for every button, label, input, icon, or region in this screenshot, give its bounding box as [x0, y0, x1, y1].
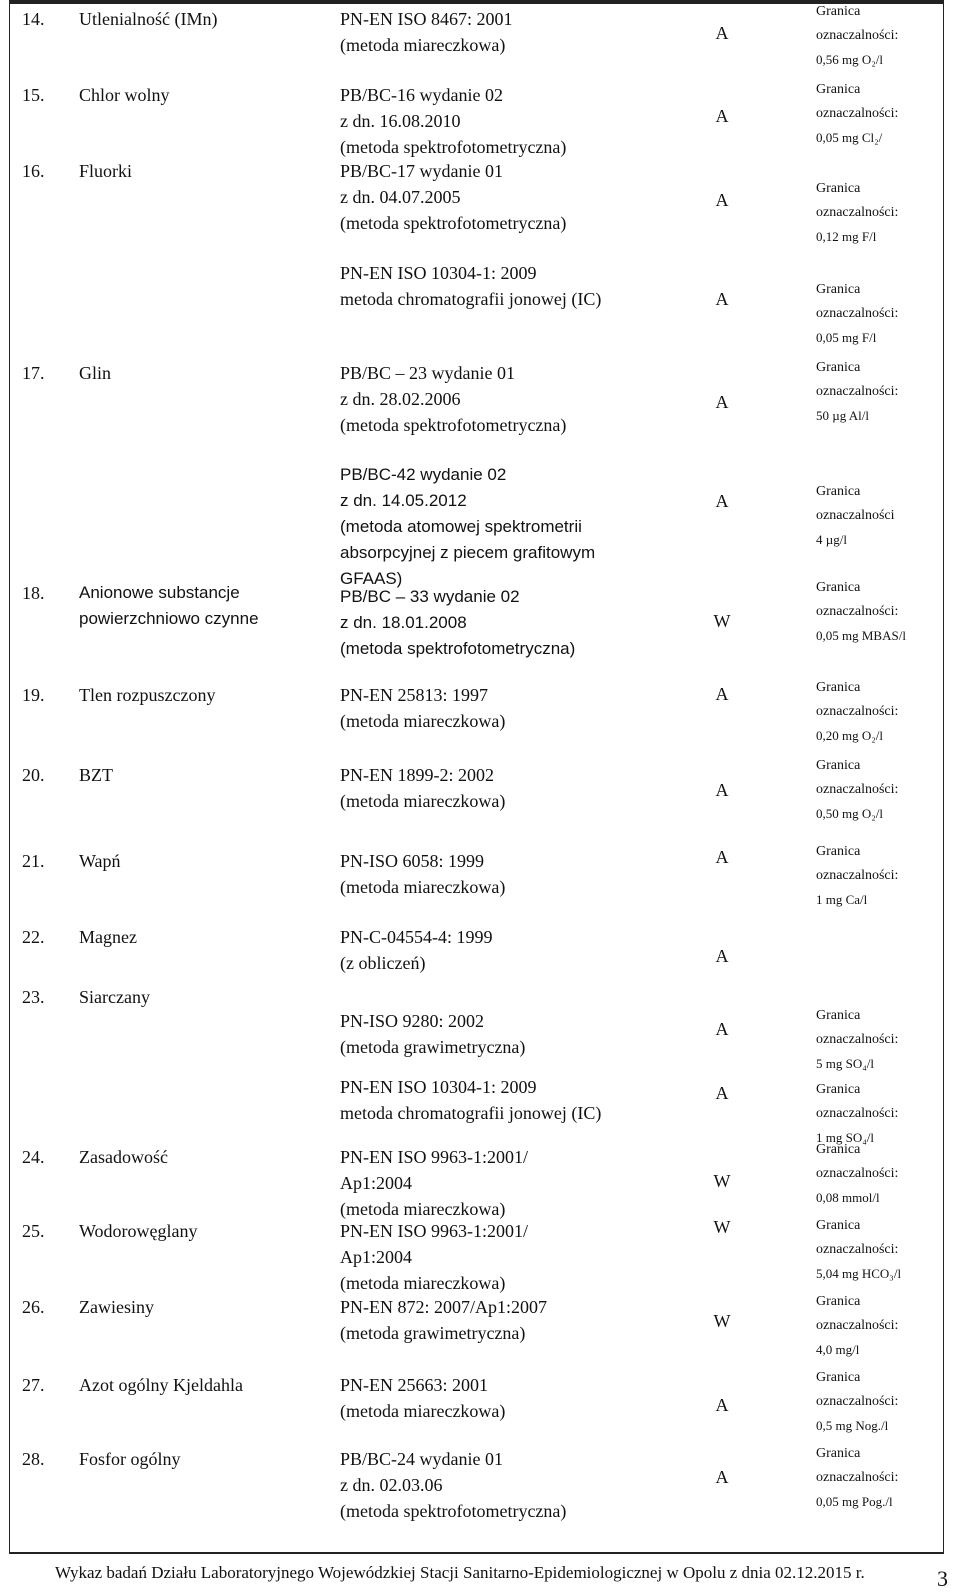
method-cell	[340, 1218, 528, 1296]
limit-value: 0,08 mmol/l	[816, 1190, 880, 1205]
limit-label: oznaczalności:	[816, 1166, 899, 1181]
parameter-name	[79, 762, 113, 788]
parameter-name	[79, 360, 111, 386]
row-number: 28.	[22, 1449, 45, 1469]
method-line: PB/BC – 23 wydanie 01	[340, 363, 516, 383]
method-line: PN-EN ISO 10304-1: 2009	[340, 263, 537, 283]
method-line: PN-EN ISO 8467: 2001	[340, 9, 513, 29]
parameter-name	[79, 158, 132, 184]
limit-value: 5,04 mg HCO₃/l	[816, 1266, 902, 1281]
limit-value: 1 mg SO₄/l	[816, 1130, 874, 1145]
method-line: Ap1:2004	[340, 1247, 412, 1267]
method-line: PN-C-04554-4: 1999	[340, 927, 493, 947]
limit-label: Granica	[816, 181, 861, 196]
method-cell	[340, 762, 505, 814]
method-line: PB/BC-17 wydanie 01	[340, 161, 504, 181]
limit-label: Granica	[816, 1446, 861, 1461]
limit-label: Granica	[816, 1370, 861, 1385]
method-line: (metoda spektrofotometryczna)	[340, 639, 576, 658]
limit-label: Granica	[816, 282, 861, 297]
parameter-name	[79, 6, 217, 32]
parameter-name	[79, 1218, 198, 1244]
method-line: PB/BC-42 wydanie 02	[340, 465, 507, 484]
quantification-limit	[816, 177, 898, 249]
limit-label: Granica	[816, 758, 861, 773]
method-line: z dn. 28.02.2006	[340, 389, 461, 409]
row-number: 20.	[22, 765, 45, 785]
limit-value: 4 µg/l	[816, 532, 847, 547]
quantification-limit	[816, 676, 898, 748]
quantification-limit	[816, 576, 906, 648]
limit-label: oznaczalności:	[816, 704, 899, 719]
method-line: PN-EN ISO 9963-1:2001/	[340, 1221, 528, 1241]
accreditation-status: W	[713, 1217, 731, 1237]
quantification-limit	[816, 78, 898, 150]
parameter-name	[79, 1372, 243, 1398]
method-line: PB/BC-24 wydanie 01	[340, 1449, 504, 1469]
accreditation-status: A	[715, 23, 729, 43]
limit-label: Granica	[816, 360, 861, 375]
accreditation-status: A	[715, 392, 729, 412]
limit-label: oznaczalności:	[816, 1242, 899, 1257]
row-number: 26.	[22, 1297, 45, 1317]
method-line: (metoda spektrofotometryczna)	[340, 213, 567, 233]
method-cell	[340, 260, 601, 312]
bottom-border	[9, 1552, 944, 1554]
accreditation-status: A	[715, 946, 729, 966]
method-line: z dn. 14.05.2012	[340, 491, 467, 510]
method-line: z dn. 18.01.2008	[340, 613, 467, 632]
parameter-line: Magnez	[79, 927, 137, 947]
parameter-line: Fluorki	[79, 161, 133, 181]
parameter-line: Anionowe substancje	[79, 583, 240, 602]
limit-label: oznaczalności:	[816, 782, 899, 797]
page-number: 3	[937, 1566, 948, 1591]
method-cell	[340, 6, 513, 58]
limit-value: 0,12 mg F/l	[816, 229, 877, 244]
method-line: metoda chromatografii jonowej (IC)	[340, 1103, 602, 1123]
parameter-line: Utlenialność (IMn)	[79, 9, 218, 29]
method-line: Ap1:2004	[340, 1173, 412, 1193]
quantification-limit	[816, 754, 898, 826]
limit-label: Granica	[816, 680, 861, 695]
parameter-name	[79, 682, 215, 708]
method-cell	[340, 682, 505, 734]
row-number: 27.	[22, 1375, 45, 1395]
method-line: (metoda spektrofotometryczna)	[340, 137, 567, 157]
limit-label: Granica	[816, 1082, 861, 1097]
method-line: z dn. 02.03.06	[340, 1475, 443, 1495]
parameter-line: Glin	[79, 363, 112, 383]
accreditation-status: W	[713, 1311, 731, 1331]
limit-label: oznaczalności:	[816, 306, 899, 321]
accreditation-status: W	[713, 1171, 731, 1191]
parameter-name	[79, 1144, 168, 1170]
accreditation-status: A	[715, 190, 729, 210]
limit-value: 1 mg Ca/l	[816, 892, 868, 907]
accreditation-status: A	[715, 684, 729, 704]
row-number: 14.	[22, 9, 45, 29]
method-cell	[340, 584, 575, 662]
limit-label: oznaczalności:	[816, 604, 899, 619]
limit-value: 0,05 mg F/l	[816, 330, 877, 345]
limit-value: 0,05 mg Pog./l	[816, 1494, 893, 1509]
limit-label: Granica	[816, 1008, 861, 1023]
limit-label: oznaczalności:	[816, 1106, 899, 1121]
row-number: 17.	[22, 363, 45, 383]
method-line: PN-EN 25813: 1997	[340, 685, 488, 705]
parameter-name	[79, 1294, 154, 1320]
accreditation-status: A	[715, 1467, 729, 1487]
method-line: PN-EN 25663: 2001	[340, 1375, 488, 1395]
parameter-name	[79, 984, 150, 1010]
method-line: (z obliczeń)	[340, 953, 426, 973]
accreditation-status: A	[715, 1083, 729, 1103]
limit-label: Granica	[816, 4, 861, 19]
quantification-limit	[816, 1214, 901, 1286]
method-line: (metoda miareczkowa)	[340, 1401, 506, 1421]
row-number: 18.	[22, 583, 45, 603]
method-cell	[340, 1008, 525, 1060]
method-line: (metoda grawimetryczna)	[340, 1037, 526, 1057]
parameter-line: Fosfor ogólny	[79, 1449, 181, 1469]
parameter-line: Azot ogólny Kjeldahla	[79, 1375, 243, 1395]
limit-label: oznaczalności:	[816, 384, 899, 399]
row-number: 24.	[22, 1147, 45, 1167]
accreditation-status: A	[715, 847, 729, 867]
row-number: 23.	[22, 987, 45, 1007]
method-line: (metoda miareczkowa)	[340, 35, 506, 55]
parameter-name	[79, 580, 259, 632]
method-cell	[340, 158, 566, 236]
limit-label: oznaczalności:	[816, 28, 899, 43]
method-line: PN-EN ISO 9963-1:2001/	[340, 1147, 528, 1167]
row-number: 25.	[22, 1221, 45, 1241]
method-line: GFAAS)	[340, 569, 403, 588]
accreditation-status: A	[715, 780, 729, 800]
limit-value: 4,0 mg/l	[816, 1342, 860, 1357]
accreditation-status: A	[715, 1395, 729, 1415]
quantification-limit	[816, 356, 898, 428]
method-line: z dn. 16.08.2010	[340, 111, 461, 131]
method-line: metoda chromatografii jonowej (IC)	[340, 289, 602, 309]
method-line: (metoda spektrofotometryczna)	[340, 1501, 567, 1521]
quantification-limit	[816, 480, 895, 552]
footer-text: Wykaz badań Działu Laboratoryjnego Wojewódzkiej Stacji Sanitarno-Epidemiologicznej w Opolu z dnia 02.12.2015 r.	[55, 1563, 865, 1582]
parameter-line: Zawiesiny	[79, 1297, 154, 1317]
accreditation-status: W	[713, 611, 731, 631]
parameter-line: BZT	[79, 765, 113, 785]
quantification-limit	[816, 840, 898, 912]
limit-label: oznaczalności	[816, 508, 895, 523]
parameter-line: Zasadowość	[79, 1147, 168, 1167]
method-cell	[340, 360, 566, 438]
method-line: (metoda miareczkowa)	[340, 791, 506, 811]
accreditation-status: A	[715, 106, 729, 126]
limit-label: Granica	[816, 844, 861, 859]
limit-label: Granica	[816, 580, 861, 595]
limit-value: 50 µg Al/l	[816, 408, 869, 423]
method-cell	[340, 1144, 528, 1222]
limit-label: Granica	[816, 484, 861, 499]
quantification-limit	[816, 278, 898, 350]
accreditation-status: A	[715, 1019, 729, 1039]
quantification-limit	[816, 1004, 898, 1076]
quantification-limit	[816, 1442, 898, 1514]
parameter-name	[79, 924, 137, 950]
limit-label: oznaczalności:	[816, 1470, 899, 1485]
limit-value: 0,56 mg O₂/l	[816, 52, 884, 67]
limit-value: 0,5 mg Nog./l	[816, 1418, 889, 1433]
quantification-limit	[816, 1290, 898, 1362]
method-line: PN-EN 1899-2: 2002	[340, 765, 494, 785]
method-line: PN-ISO 9280: 2002	[340, 1011, 485, 1031]
parameter-line: Chlor wolny	[79, 85, 170, 105]
method-line: (metoda miareczkowa)	[340, 1199, 506, 1219]
limit-value: 5 mg SO₄/l	[816, 1056, 874, 1071]
accreditation-status: A	[715, 491, 729, 511]
parameter-line: Wodorowęglany	[79, 1221, 198, 1241]
limit-label: oznaczalności:	[816, 1032, 899, 1047]
method-line: (metoda grawimetryczna)	[340, 1323, 526, 1343]
parameter-line: powierzchniowo czynne	[79, 609, 259, 628]
method-cell	[340, 1372, 505, 1424]
method-cell	[340, 924, 493, 976]
quantification-limit	[816, 1138, 898, 1210]
method-line: PN-ISO 6058: 1999	[340, 851, 485, 871]
limit-label: Granica	[816, 1142, 861, 1157]
parameter-line: Siarczany	[79, 987, 150, 1007]
parameter-line: Wapń	[79, 851, 121, 871]
parameter-line: Tlen rozpuszczony	[79, 685, 216, 705]
parameter-name	[79, 82, 170, 108]
method-cell	[340, 1074, 601, 1126]
limit-label: oznaczalności:	[816, 205, 899, 220]
method-line: (metoda spektrofotometryczna)	[340, 415, 567, 435]
parameter-name	[79, 1446, 181, 1472]
method-line: PN-EN 872: 2007/Ap1:2007	[340, 1297, 547, 1317]
limit-label: oznaczalności:	[816, 868, 899, 883]
limit-value: 0,05 mg Cl₂/	[816, 130, 883, 145]
method-line: PB/BC – 33 wydanie 02	[340, 587, 520, 606]
quantification-limit	[816, 0, 898, 72]
parameter-name	[79, 848, 121, 874]
accreditation-status: A	[715, 289, 729, 309]
method-line: PB/BC-16 wydanie 02	[340, 85, 504, 105]
row-number: 22.	[22, 927, 45, 947]
limit-value: 0,05 mg MBAS/l	[816, 628, 906, 643]
method-line: (metoda miareczkowa)	[340, 877, 506, 897]
method-line: absorpcyjnej z piecem grafitowym	[340, 543, 596, 562]
method-line: z dn. 04.07.2005	[340, 187, 461, 207]
method-cell	[340, 848, 505, 900]
limit-label: oznaczalności:	[816, 106, 899, 121]
method-line: (metoda miareczkowa)	[340, 1273, 506, 1293]
method-cell	[340, 462, 595, 592]
method-cell	[340, 1446, 566, 1524]
row-number: 21.	[22, 851, 45, 871]
method-line: (metoda atomowej spektrometrii	[340, 517, 582, 536]
limit-label: Granica	[816, 82, 861, 97]
limit-value: 0,20 mg O₂/l	[816, 728, 884, 743]
method-cell	[340, 1294, 547, 1346]
limit-value: 0,50 mg O₂/l	[816, 806, 884, 821]
row-number: 16.	[22, 161, 45, 181]
row-number: 19.	[22, 685, 45, 705]
method-line: (metoda miareczkowa)	[340, 711, 506, 731]
method-line: PN-EN ISO 10304-1: 2009	[340, 1077, 537, 1097]
quantification-limit	[816, 1366, 898, 1438]
row-number: 15.	[22, 85, 45, 105]
method-cell	[340, 82, 566, 160]
limit-label: oznaczalności:	[816, 1394, 899, 1409]
limit-label: oznaczalności:	[816, 1318, 899, 1333]
limit-label: Granica	[816, 1294, 861, 1309]
limit-label: Granica	[816, 1218, 861, 1233]
